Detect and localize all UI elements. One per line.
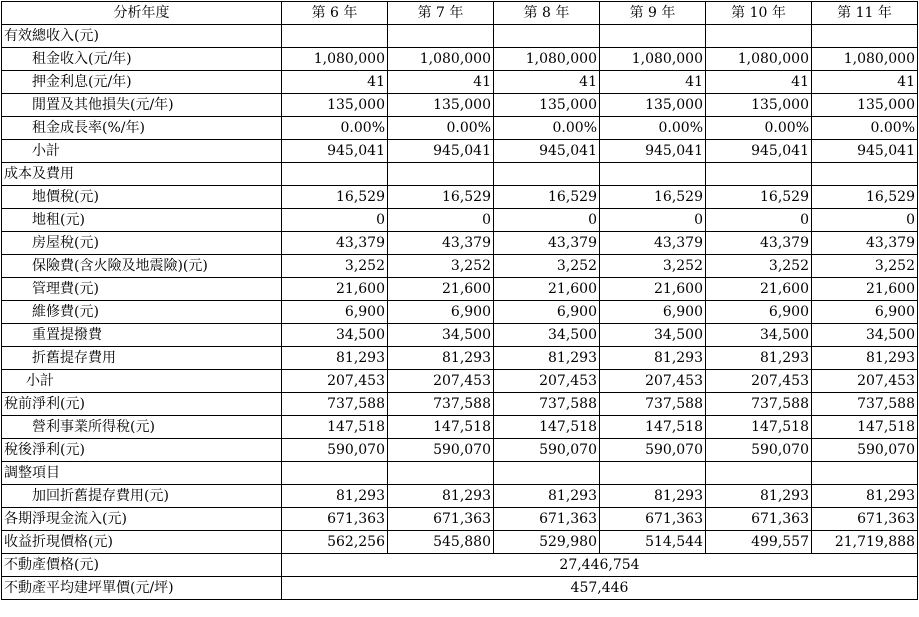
value-cell: 147,518 [388, 416, 494, 439]
header-label: 分析年度 [2, 2, 282, 25]
value-cell: 81,293 [282, 485, 388, 508]
value-cell [600, 163, 706, 186]
value-cell: 135,000 [388, 94, 494, 117]
header-row [2, 2, 918, 25]
value-cell: 6,900 [282, 301, 388, 324]
value-cell [600, 25, 706, 48]
value-cell: 590,070 [812, 439, 918, 462]
value-cell: 1,080,000 [388, 48, 494, 71]
table-row [2, 324, 918, 347]
value-cell [706, 163, 812, 186]
value-cell: 21,600 [388, 278, 494, 301]
value-cell [388, 462, 494, 485]
value-cell: 81,293 [494, 485, 600, 508]
value-cell [282, 25, 388, 48]
summary-row [2, 577, 918, 600]
year-header: 第 6 年 [282, 2, 388, 25]
row-label: 押金利息(元/年) [2, 71, 282, 94]
value-cell: 147,518 [600, 416, 706, 439]
value-cell: 43,379 [706, 232, 812, 255]
value-cell: 21,719,888 [812, 531, 918, 554]
row-label: 房屋稅(元) [2, 232, 282, 255]
value-cell: 0.00% [600, 117, 706, 140]
value-cell: 41 [600, 71, 706, 94]
year-header: 第 9 年 [600, 2, 706, 25]
value-cell: 0 [282, 209, 388, 232]
value-cell: 207,453 [282, 370, 388, 393]
row-label: 收益折現價格(元) [2, 531, 282, 554]
value-cell: 0.00% [388, 117, 494, 140]
value-cell: 81,293 [812, 485, 918, 508]
value-cell: 34,500 [388, 324, 494, 347]
value-cell: 135,000 [282, 94, 388, 117]
value-cell: 41 [812, 71, 918, 94]
value-cell [812, 25, 918, 48]
value-cell: 81,293 [600, 485, 706, 508]
value-cell: 147,518 [706, 416, 812, 439]
value-cell: 207,453 [812, 370, 918, 393]
value-cell: 81,293 [812, 347, 918, 370]
value-cell: 81,293 [388, 485, 494, 508]
value-cell: 81,293 [282, 347, 388, 370]
value-cell [706, 25, 812, 48]
value-cell: 6,900 [494, 301, 600, 324]
value-cell: 16,529 [494, 186, 600, 209]
value-cell: 0.00% [494, 117, 600, 140]
value-cell: 21,600 [812, 278, 918, 301]
value-cell: 671,363 [600, 508, 706, 531]
value-cell: 737,588 [706, 393, 812, 416]
value-cell: 34,500 [706, 324, 812, 347]
value-cell: 671,363 [388, 508, 494, 531]
value-cell: 135,000 [706, 94, 812, 117]
value-cell: 6,900 [600, 301, 706, 324]
value-cell: 590,070 [388, 439, 494, 462]
table-row [2, 48, 918, 71]
summary-body [2, 554, 918, 600]
value-cell [494, 25, 600, 48]
value-cell: 0 [388, 209, 494, 232]
value-cell [388, 163, 494, 186]
value-cell [388, 25, 494, 48]
table-row [2, 25, 918, 48]
value-cell: 21,600 [600, 278, 706, 301]
value-cell: 21,600 [494, 278, 600, 301]
value-cell: 3,252 [706, 255, 812, 278]
row-label: 稅後淨利(元) [2, 439, 282, 462]
value-cell: 6,900 [812, 301, 918, 324]
summary-value: 27,446,754 [282, 554, 918, 577]
table-row [2, 347, 918, 370]
row-label: 管理費(元) [2, 278, 282, 301]
row-label: 保險費(含火險及地震險)(元) [2, 255, 282, 278]
value-cell [282, 163, 388, 186]
table-row [2, 94, 918, 117]
value-cell: 34,500 [600, 324, 706, 347]
value-cell: 0.00% [706, 117, 812, 140]
value-cell: 562,256 [282, 531, 388, 554]
value-cell: 16,529 [282, 186, 388, 209]
table-row [2, 232, 918, 255]
value-cell: 135,000 [600, 94, 706, 117]
value-cell: 945,041 [812, 140, 918, 163]
row-label: 折舊提存費用 [2, 347, 282, 370]
value-cell [282, 462, 388, 485]
summary-label: 不動產平均建坪單價(元/坪) [2, 577, 282, 600]
value-cell: 671,363 [706, 508, 812, 531]
analysis-table [1, 1, 918, 600]
table-row [2, 531, 918, 554]
value-cell: 1,080,000 [600, 48, 706, 71]
row-label: 稅前淨利(元) [2, 393, 282, 416]
value-cell: 737,588 [600, 393, 706, 416]
value-cell: 499,557 [706, 531, 812, 554]
value-cell: 147,518 [282, 416, 388, 439]
value-cell: 41 [388, 71, 494, 94]
value-cell: 590,070 [282, 439, 388, 462]
value-cell: 81,293 [600, 347, 706, 370]
table-row [2, 117, 918, 140]
row-label: 小計 [2, 140, 282, 163]
row-label: 加回折舊提存費用(元) [2, 485, 282, 508]
row-label: 重置提撥費 [2, 324, 282, 347]
value-cell: 41 [706, 71, 812, 94]
value-cell: 671,363 [494, 508, 600, 531]
table-row [2, 186, 918, 209]
value-cell [494, 163, 600, 186]
value-cell: 34,500 [812, 324, 918, 347]
value-cell: 514,544 [600, 531, 706, 554]
value-cell: 147,518 [812, 416, 918, 439]
value-cell: 6,900 [706, 301, 812, 324]
value-cell: 3,252 [600, 255, 706, 278]
value-cell: 34,500 [494, 324, 600, 347]
value-cell: 43,379 [282, 232, 388, 255]
value-cell: 590,070 [494, 439, 600, 462]
value-cell: 81,293 [706, 347, 812, 370]
value-cell: 16,529 [600, 186, 706, 209]
value-cell: 16,529 [706, 186, 812, 209]
value-cell: 3,252 [812, 255, 918, 278]
row-label: 維修費(元) [2, 301, 282, 324]
value-cell: 945,041 [706, 140, 812, 163]
table-body [2, 25, 918, 554]
value-cell: 945,041 [600, 140, 706, 163]
value-cell: 3,252 [282, 255, 388, 278]
value-cell: 207,453 [600, 370, 706, 393]
value-cell: 43,379 [494, 232, 600, 255]
table-row [2, 508, 918, 531]
row-label: 租金收入(元/年) [2, 48, 282, 71]
value-cell: 0.00% [812, 117, 918, 140]
value-cell: 737,588 [812, 393, 918, 416]
table-row [2, 255, 918, 278]
row-label: 各期淨現金流入(元) [2, 508, 282, 531]
value-cell: 545,880 [388, 531, 494, 554]
value-cell: 1,080,000 [282, 48, 388, 71]
value-cell: 737,588 [388, 393, 494, 416]
value-cell: 43,379 [600, 232, 706, 255]
value-cell: 207,453 [494, 370, 600, 393]
value-cell: 21,600 [706, 278, 812, 301]
value-cell: 41 [494, 71, 600, 94]
value-cell: 147,518 [494, 416, 600, 439]
year-header: 第 10 年 [706, 2, 812, 25]
row-label: 地價稅(元) [2, 186, 282, 209]
table-row [2, 393, 918, 416]
table-row [2, 140, 918, 163]
row-label: 有效總收入(元) [2, 25, 282, 48]
value-cell [812, 462, 918, 485]
value-cell: 81,293 [388, 347, 494, 370]
table-row [2, 370, 918, 393]
value-cell: 590,070 [706, 439, 812, 462]
value-cell: 207,453 [706, 370, 812, 393]
value-cell: 34,500 [282, 324, 388, 347]
value-cell [706, 462, 812, 485]
value-cell: 135,000 [494, 94, 600, 117]
value-cell: 207,453 [388, 370, 494, 393]
summary-row [2, 554, 918, 577]
row-label: 營利事業所得稅(元) [2, 416, 282, 439]
value-cell: 81,293 [494, 347, 600, 370]
value-cell: 135,000 [812, 94, 918, 117]
table-row [2, 209, 918, 232]
row-label: 調整項目 [2, 462, 282, 485]
value-cell: 945,041 [282, 140, 388, 163]
value-cell: 43,379 [812, 232, 918, 255]
value-cell: 671,363 [812, 508, 918, 531]
table-row [2, 71, 918, 94]
value-cell: 590,070 [600, 439, 706, 462]
row-label: 閒置及其他損失(元/年) [2, 94, 282, 117]
value-cell: 0 [600, 209, 706, 232]
value-cell: 16,529 [812, 186, 918, 209]
value-cell: 6,900 [388, 301, 494, 324]
value-cell [600, 462, 706, 485]
table-row [2, 439, 918, 462]
value-cell: 16,529 [388, 186, 494, 209]
row-label: 成本及費用 [2, 163, 282, 186]
value-cell: 0 [812, 209, 918, 232]
table-row [2, 301, 918, 324]
value-cell: 945,041 [388, 140, 494, 163]
table-row [2, 163, 918, 186]
value-cell: 1,080,000 [706, 48, 812, 71]
table-row [2, 462, 918, 485]
year-header: 第 7 年 [388, 2, 494, 25]
value-cell: 671,363 [282, 508, 388, 531]
value-cell: 3,252 [494, 255, 600, 278]
year-header: 第 11 年 [812, 2, 918, 25]
row-label: 租金成長率(%/年) [2, 117, 282, 140]
value-cell: 1,080,000 [812, 48, 918, 71]
table-row [2, 485, 918, 508]
value-cell: 0 [706, 209, 812, 232]
value-cell: 945,041 [494, 140, 600, 163]
value-cell: 81,293 [706, 485, 812, 508]
value-cell: 3,252 [388, 255, 494, 278]
summary-label: 不動產價格(元) [2, 554, 282, 577]
value-cell [494, 462, 600, 485]
value-cell: 737,588 [494, 393, 600, 416]
value-cell: 529,980 [494, 531, 600, 554]
value-cell: 0 [494, 209, 600, 232]
summary-value: 457,446 [282, 577, 918, 600]
value-cell [812, 163, 918, 186]
value-cell: 737,588 [282, 393, 388, 416]
value-cell: 0.00% [282, 117, 388, 140]
table-row [2, 416, 918, 439]
table-row [2, 278, 918, 301]
value-cell: 1,080,000 [494, 48, 600, 71]
row-label: 小計 [2, 370, 282, 393]
value-cell: 21,600 [282, 278, 388, 301]
value-cell: 41 [282, 71, 388, 94]
value-cell: 43,379 [388, 232, 494, 255]
year-header: 第 8 年 [494, 2, 600, 25]
row-label: 地租(元) [2, 209, 282, 232]
